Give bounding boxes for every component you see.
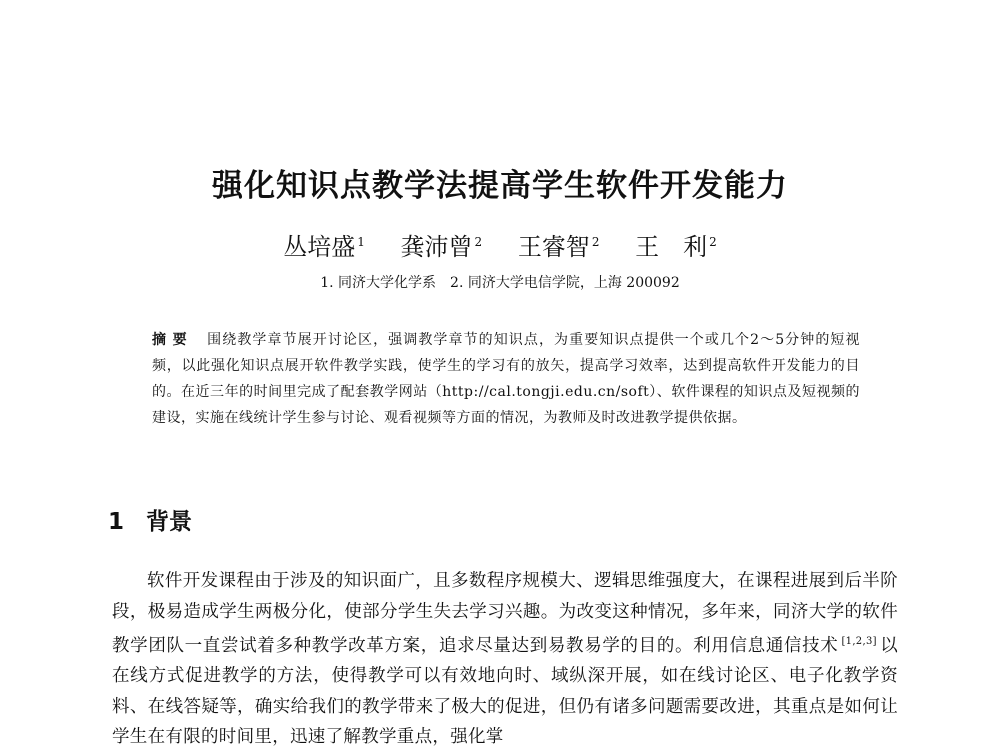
author bbox=[635, 227, 717, 262]
body-text-part1: 软件开发课程由于涉及的知识面广，且多数程序规模大、逻辑思维强度大，在课程进展到后半阶段，极易造成学生两极分化，使部分学生失去学习兴趣。为改变这种情况，多年来，同济大学的软件教学团队一直尝试着多种教学改革方案，追求尽量达到易教易学的目的。利用信息通信技术 bbox=[112, 571, 898, 656]
author-name: 王 利 bbox=[635, 233, 708, 261]
body-text-part2: 以在线方式促进教学的方法，使得教学可以有效地向时、域纵深开展，如在线讨论区、电子化教学资料、在线答疑等，确实给我们的教学带来了极大的促进，但仍有诸多问题需要改进，其重点是如何让学生在有限的时间里，迅速了解教学重点，强化掌 bbox=[112, 635, 898, 748]
affiliation-mark: 2 bbox=[474, 235, 483, 249]
affiliation-mark: 2 bbox=[709, 235, 717, 249]
author bbox=[518, 227, 600, 262]
author-list bbox=[0, 227, 1000, 262]
affiliation: 1. 同济大学化学系 2. 同济大学电信学院，上海 200092 bbox=[320, 275, 680, 291]
section-title: 背景 bbox=[146, 509, 193, 535]
paper-title: 强化知识点教学法提高学生软件开发能力 bbox=[212, 168, 788, 204]
author-name: 龚沛曾 bbox=[400, 233, 473, 261]
author bbox=[283, 227, 365, 262]
author-name: 王睿智 bbox=[517, 233, 590, 261]
affiliation-mark: 2 bbox=[591, 235, 600, 249]
citation-mark: [1,2,3] bbox=[841, 636, 877, 647]
abstract-text: 围绕教学章节展开讨论区，强调教学章节的知识点，为重要知识点提供一个或几个2～5分钟的短视频，以此强化知识点展开软件教学实践，使学生的学习有的放矢，提高学习效率，达到提高软件开发能力的目的。在近三年的时间里完成了配套教学网站（http://cal.tongji.edu.cn/soft）、软件课程的知识点及短视频的建设，实施在线统计学生参与讨论、观看视频等方面的情况，为教师及时改进教学提供依据。 bbox=[152, 332, 861, 426]
section-number: 1 bbox=[108, 509, 125, 535]
author bbox=[401, 227, 483, 262]
section-heading bbox=[108, 503, 192, 536]
body-paragraph bbox=[112, 566, 898, 753]
abstract bbox=[152, 327, 860, 431]
affiliation-mark: 1 bbox=[357, 235, 365, 249]
abstract-label: 摘要 bbox=[152, 332, 194, 348]
author-name: 丛培盛 bbox=[283, 233, 356, 261]
